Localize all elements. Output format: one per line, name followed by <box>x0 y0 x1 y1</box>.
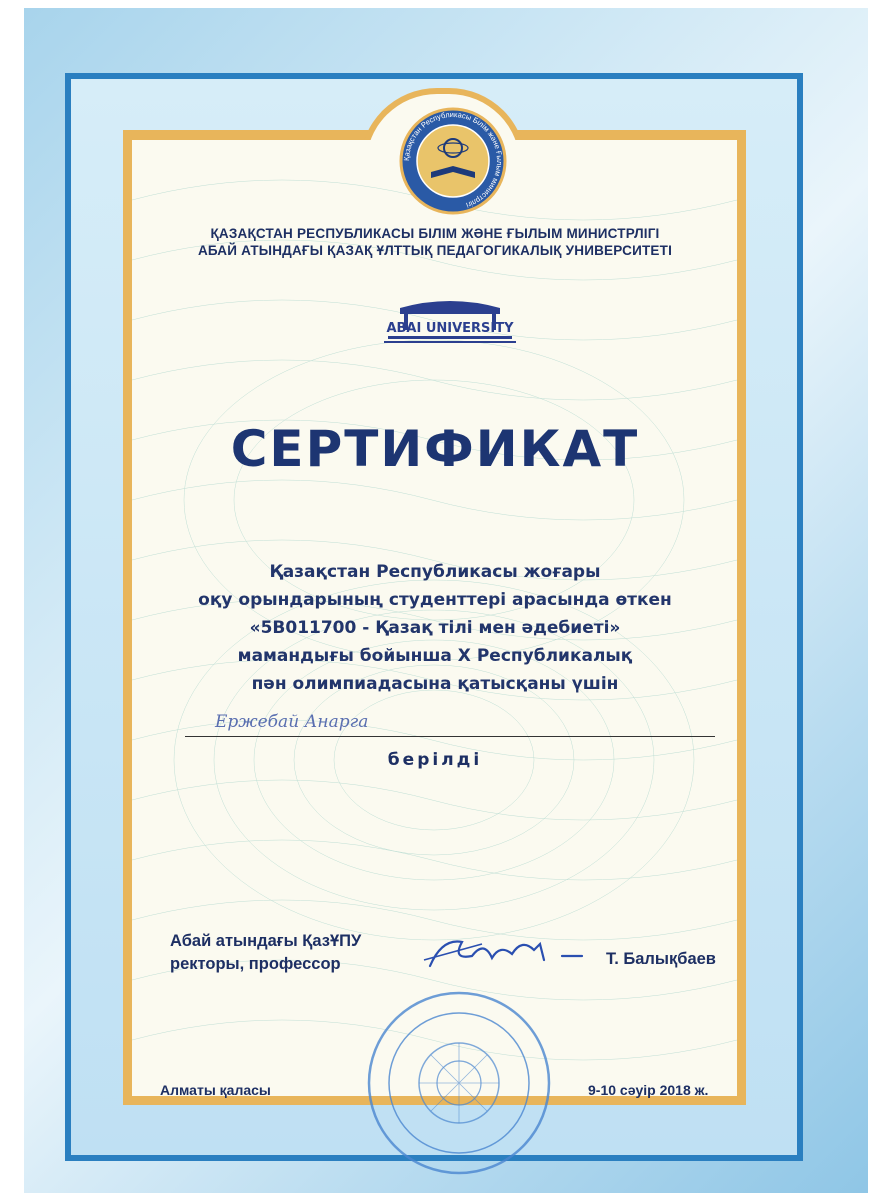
emblem-ring-label: Қазақстан Республикасы Білім және Ғылым министрлігі <box>401 109 505 210</box>
university-name: АБАЙ АТЫНДАҒЫ ҚАЗАҚ ҰЛТТЫҚ ПЕДАГОГИКАЛЫҚ УНИВЕРСИТЕТІ <box>197 243 673 258</box>
given-label: берілді <box>387 750 483 770</box>
body-line: пән олимпиадасына қатысқаны үшін <box>251 674 619 694</box>
emblem-ring-text <box>398 106 508 216</box>
body-line: «5В011700 - Қазақ тілі мен әдебиеті» <box>249 618 621 638</box>
body-line: Қазақстан Республикасы жоғары <box>269 562 601 582</box>
rector-signature <box>422 930 592 980</box>
logo-text: ABAI UNIVERSITY <box>386 321 514 336</box>
body-line: оқу орындарының студенттері арасында өткен <box>198 590 672 610</box>
body-line: мамандығы бойынша X Республикалық <box>237 646 633 666</box>
issue-date: 9-10 сәуір 2018 ж. <box>588 1082 709 1098</box>
signatory-title: Абай атындағы ҚазҰПУ <box>170 932 362 950</box>
official-stamp <box>364 988 554 1178</box>
ministry-name: ҚАЗАҚСТАН РЕСПУБЛИКАСЫ БІЛІМ ЖӘНЕ ҒЫЛЫМ МИНИСТРЛІГІ <box>210 226 660 241</box>
recipient-name: Ержебай Анарга <box>215 712 369 732</box>
signatory-name: Т. Балықбаев <box>606 950 716 968</box>
city-label: Алматы қаласы <box>160 1082 271 1098</box>
abai-university-logo <box>380 294 520 352</box>
recipient-underline <box>185 736 715 737</box>
signatory-position: ректоры, профессор <box>170 955 341 973</box>
certificate-title: СЕРТИФИКАТ <box>230 420 640 478</box>
svg-text:Қазақстан Республикасы Білім ж <box>402 110 504 210</box>
